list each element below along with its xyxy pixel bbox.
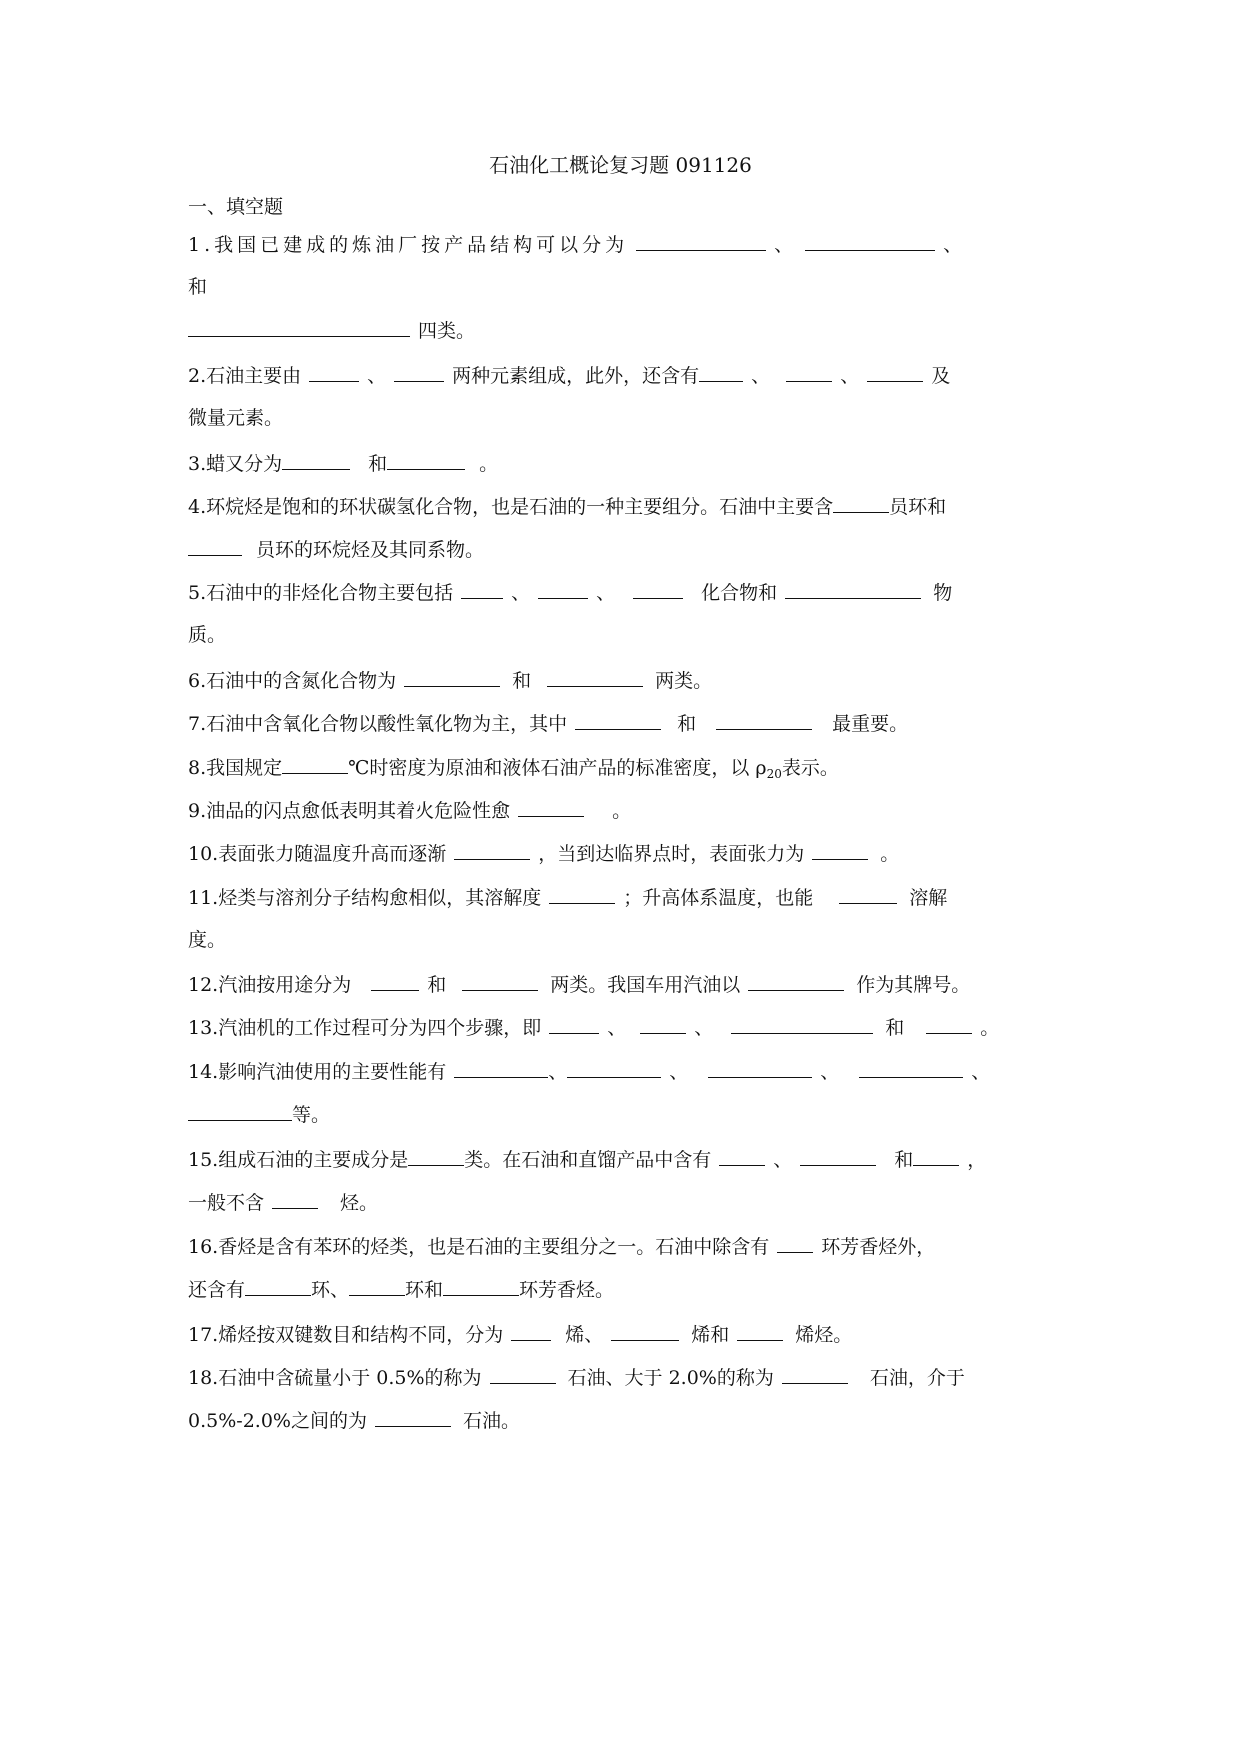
question-14-line-1: 14.影响汽油使用的主要性能有 、 、 、 、 <box>188 1056 990 1086</box>
question-4-line-2: 员环的环烷烃及其同系物。 <box>188 534 484 564</box>
answer-blank[interactable] <box>462 969 538 991</box>
answer-blank[interactable] <box>538 577 588 599</box>
question-15-line-2: 一般不含 烃。 <box>188 1187 378 1217</box>
question-1-line-1: 1.我国已建成的炼油厂按产品结构可以分为 、 、 <box>188 229 966 259</box>
answer-blank[interactable] <box>839 882 897 904</box>
answer-blank[interactable] <box>511 1319 551 1341</box>
answer-blank[interactable] <box>567 1056 661 1078</box>
question-17: 17.烯烃按双键数目和结构不同，分为 烯、 烯和 烯烃。 <box>188 1319 852 1349</box>
question-3: 3.蜡又分为 和 。 <box>188 448 498 478</box>
question-15-line-1: 15.组成石油的主要成分是 类。在石油和直馏产品中含有 、 和 ， <box>188 1144 986 1174</box>
answer-blank[interactable] <box>188 534 242 556</box>
question-14-line-2: 等。 <box>188 1099 330 1129</box>
answer-blank[interactable] <box>518 795 584 817</box>
answer-blank[interactable] <box>282 752 348 774</box>
subscript: 20 <box>766 767 782 781</box>
section-heading: 一、填空题 <box>188 196 284 218</box>
answer-blank[interactable] <box>777 1231 813 1253</box>
answer-blank[interactable] <box>387 448 465 470</box>
question-1-line-3: 四类。 <box>188 315 475 345</box>
question-6: 6.石油中的含氮化合物为 和 两类。 <box>188 665 712 695</box>
question-2-line-2: 微量元素。 <box>188 407 284 429</box>
answer-blank[interactable] <box>719 1144 765 1166</box>
answer-blank[interactable] <box>549 882 615 904</box>
answer-blank[interactable] <box>786 360 832 382</box>
answer-blank[interactable] <box>640 1012 686 1034</box>
answer-blank[interactable] <box>408 1144 464 1166</box>
answer-blank[interactable] <box>708 1056 812 1078</box>
answer-blank[interactable] <box>737 1319 783 1341</box>
question-2-line-1: 2.石油主要由 、 两种元素组成，此外，还含有 、 、 及 <box>188 360 950 390</box>
answer-blank[interactable] <box>309 360 359 382</box>
answer-blank[interactable] <box>549 1012 599 1034</box>
question-13: 13.汽油机的工作过程可分为四个步骤，即 、 、 和 。 <box>188 1012 999 1042</box>
answer-blank[interactable] <box>731 1012 873 1034</box>
answer-blank[interactable] <box>188 315 410 337</box>
question-18-line-1: 18.石油中含硫量小于 0.5%的称为 石油、大于 2.0%的称为 石油，介于 <box>188 1362 965 1392</box>
question-18-line-2: 0.5%-2.0%之间的为 石油。 <box>188 1405 520 1435</box>
answer-blank[interactable] <box>867 360 923 382</box>
answer-blank[interactable] <box>782 1362 848 1384</box>
answer-blank[interactable] <box>575 708 661 730</box>
answer-blank[interactable] <box>349 1274 405 1296</box>
answer-blank[interactable] <box>404 665 500 687</box>
answer-blank[interactable] <box>800 1144 876 1166</box>
question-5-line-2: 质。 <box>188 624 227 646</box>
question-8: 8.我国规定 ℃时密度为原油和液体石油产品的标准密度，以 $\rho_{20}$表示。 <box>188 752 839 782</box>
answer-blank[interactable] <box>633 577 683 599</box>
answer-blank[interactable] <box>926 1012 972 1034</box>
answer-blank[interactable] <box>245 1274 311 1296</box>
answer-blank[interactable] <box>859 1056 963 1078</box>
answer-blank[interactable] <box>461 577 503 599</box>
answer-blank[interactable] <box>748 969 844 991</box>
answer-blank[interactable] <box>282 448 350 470</box>
answer-blank[interactable] <box>805 229 935 251</box>
answer-blank[interactable] <box>812 838 868 860</box>
answer-blank[interactable] <box>272 1187 318 1209</box>
question-10: 10.表面张力随温度升高而逐渐 ，当到达临界点时，表面张力为 。 <box>188 838 899 868</box>
answer-blank[interactable] <box>375 1405 451 1427</box>
answer-blank[interactable] <box>371 969 419 991</box>
question-1-line-2: 和 <box>188 276 208 298</box>
answer-blank[interactable] <box>611 1319 679 1341</box>
answer-blank[interactable] <box>636 229 766 251</box>
page-title: 石油化工概论复习题 091126 <box>489 153 752 177</box>
question-11-line-2: 度。 <box>188 929 227 951</box>
question-5-line-1: 5.石油中的非烃化合物主要包括 、 、 化合物和 物 <box>188 577 952 607</box>
answer-blank[interactable] <box>785 577 921 599</box>
answer-blank[interactable] <box>443 1274 519 1296</box>
answer-blank[interactable] <box>913 1144 959 1166</box>
question-16-line-2: 还含有 环、 环和 环芳香烃。 <box>188 1274 614 1304</box>
answer-blank[interactable] <box>454 838 530 860</box>
answer-blank[interactable] <box>394 360 444 382</box>
question-12: 12.汽油按用途分为 和 两类。我国车用汽油以 作为其牌号。 <box>188 969 970 999</box>
question-16-line-1: 16.香烃是含有苯环的烃类，也是石油的主要组分之一。石油中除含有 环芳香烃外， <box>188 1231 935 1261</box>
answer-blank[interactable] <box>833 491 889 513</box>
answer-blank[interactable] <box>716 708 812 730</box>
answer-blank[interactable] <box>490 1362 556 1384</box>
question-11-line-1: 11.烃类与溶剂分子结构愈相似，其溶解度 ；升高体系温度，也能 溶解 <box>188 882 947 912</box>
answer-blank[interactable] <box>188 1099 292 1121</box>
question-9: 9.油品的闪点愈低表明其着火危险性愈 。 <box>188 795 631 825</box>
question-7: 7.石油中含氧化合物以酸性氧化物为主，其中 和 最重要。 <box>188 708 908 738</box>
answer-blank[interactable] <box>699 360 743 382</box>
answer-blank[interactable] <box>547 665 643 687</box>
answer-blank[interactable] <box>454 1056 548 1078</box>
question-4-line-1: 4.环烷烃是饱和的环状碳氢化合物，也是石油的一种主要组分。石油中主要含 员环和 <box>188 491 946 521</box>
